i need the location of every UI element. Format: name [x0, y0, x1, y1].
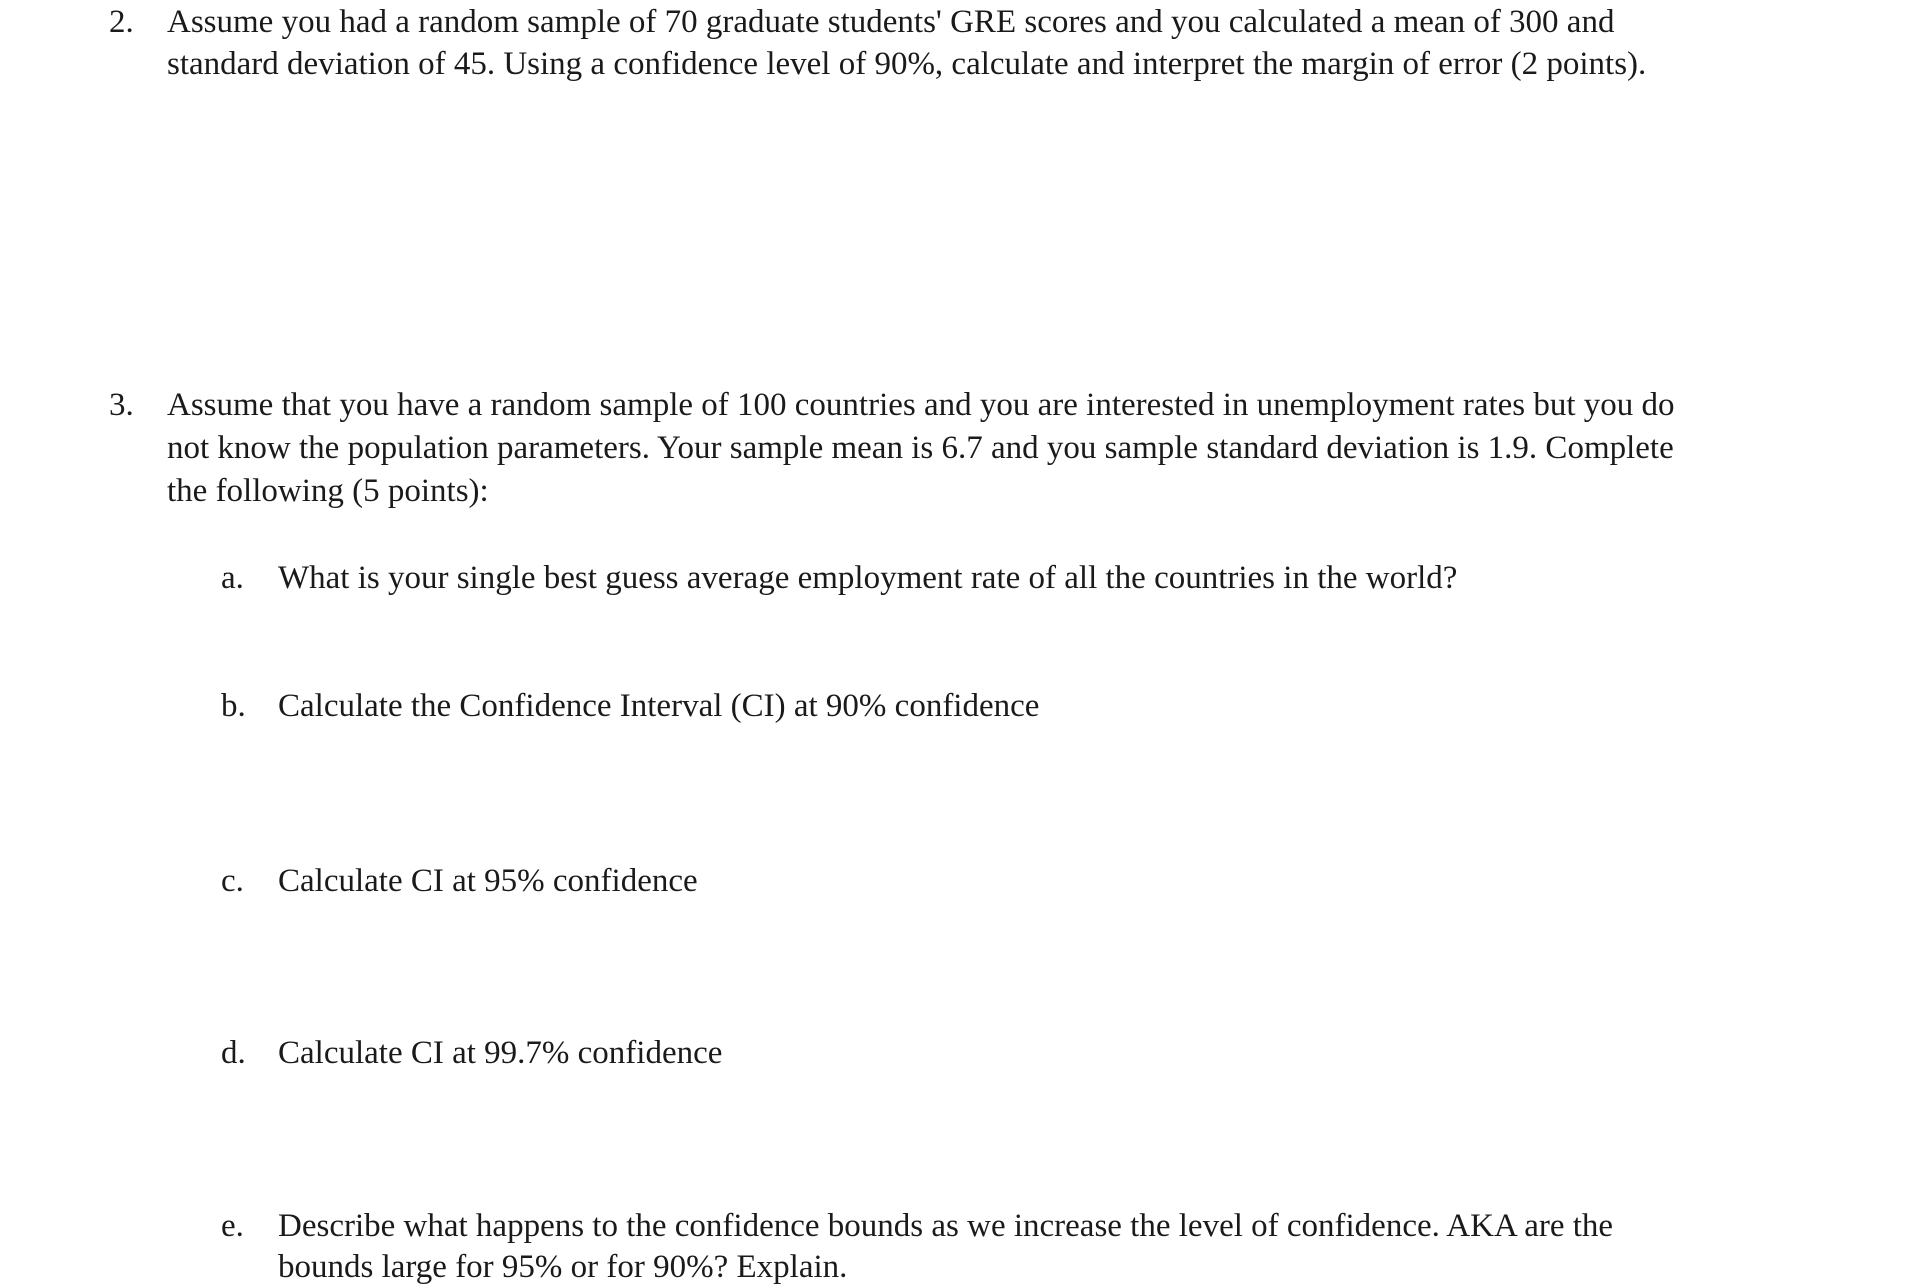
sub-question-letter: d. — [221, 1035, 246, 1071]
question-text — [167, 384, 1887, 512]
question-text — [167, 1, 1887, 85]
sub-question-text — [278, 1033, 1898, 1074]
sub-question-text — [278, 1206, 1898, 1288]
sub-question-text — [278, 558, 1898, 599]
question-text-line: the following (5 points): — [167, 473, 489, 509]
sub-question-text-line: bounds large for 95% or for 90%? Explain. — [278, 1249, 848, 1285]
question-number: 3. — [109, 387, 134, 423]
sub-question-text-line: Calculate CI at 99.7% confidence — [278, 1035, 723, 1071]
sub-question-text — [278, 861, 1898, 902]
question-text-line: not know the population parameters. Your sample mean is 6.7 and you sample standard deviation is 1.9. Complete — [167, 430, 1674, 466]
sub-question-letter: b. — [221, 688, 246, 724]
question-text-line: Assume you had a random sample of 70 graduate students' GRE scores and you calculated a mean of 300 and — [167, 4, 1615, 40]
question-text-line: standard deviation of 45. Using a confidence level of 90%, calculate and interpret the margin of error (2 points). — [167, 46, 1647, 82]
question-number: 2. — [109, 4, 134, 40]
sub-question-text — [278, 686, 1898, 727]
sub-question-text-line: Calculate CI at 95% confidence — [278, 863, 698, 899]
sub-question-text-line: Describe what happens to the confidence bounds as we increase the level of confidence. AKA are the — [278, 1208, 1614, 1244]
sub-question-letter: e. — [221, 1208, 244, 1244]
question-text-line: Assume that you have a random sample of 100 countries and you are interested in unemployment rates but you do — [167, 387, 1675, 423]
sub-question-text-line: Calculate the Confidence Interval (CI) at 90% confidence — [278, 688, 1040, 724]
sub-question-letter: c. — [221, 863, 244, 899]
sub-question-text-line: What is your single best guess average employment rate of all the countries in the world? — [278, 560, 1458, 596]
sub-question-letter: a. — [221, 560, 244, 596]
